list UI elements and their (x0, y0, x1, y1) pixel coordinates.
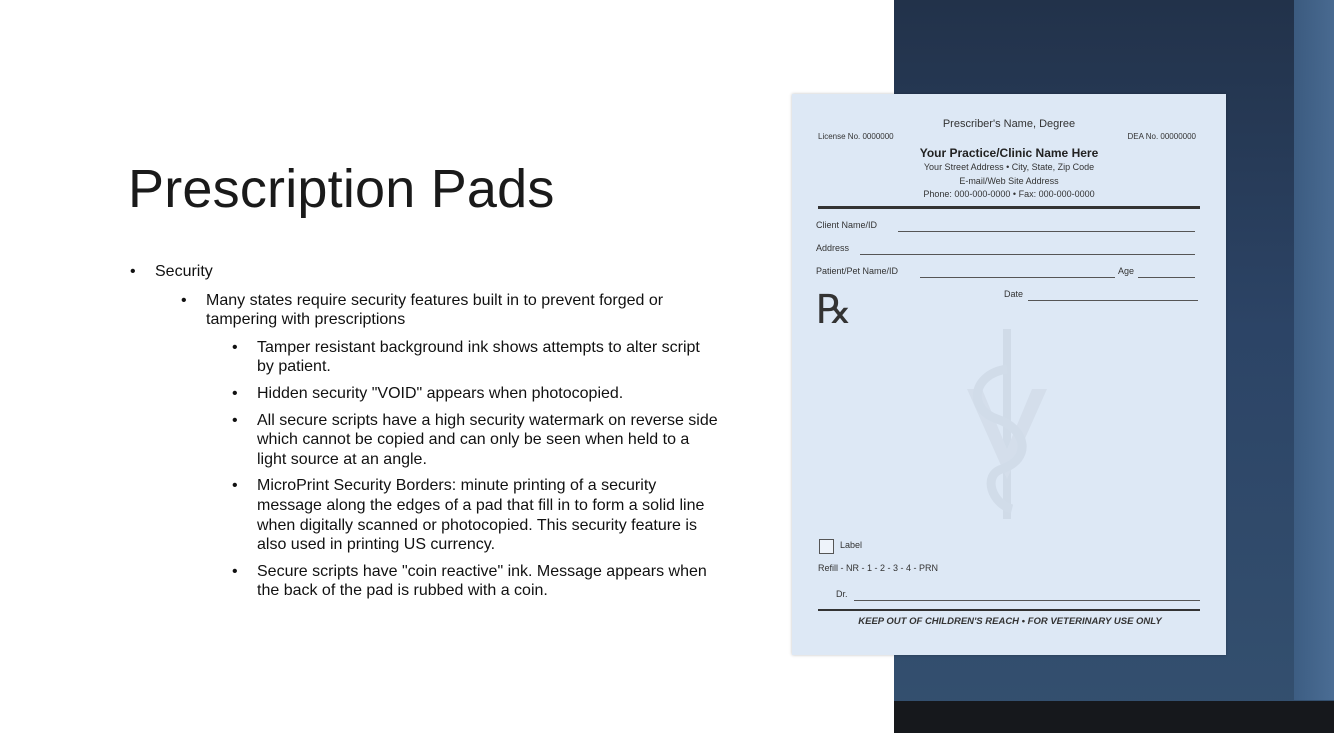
patient-line (920, 277, 1115, 278)
rx-icon: ℞ (816, 287, 852, 332)
bullet-item (232, 411, 718, 470)
address-label: Address (816, 243, 850, 253)
pad-footer-warning: KEEP OUT OF CHILDREN'S REACH • FOR VETERINARY USE ONLY (858, 616, 1162, 627)
bullet-dot: • (232, 338, 238, 356)
header-divider (818, 206, 1200, 209)
dr-line (854, 600, 1200, 601)
label-checkbox (819, 539, 834, 554)
date-line (1028, 300, 1198, 301)
practice-phone: Phone: 000-000-0000 • Fax: 000-000-0000 (923, 189, 1095, 199)
bullet-item (232, 562, 718, 601)
label-checkbox-label: Label (840, 540, 863, 550)
age-line (1138, 277, 1195, 278)
date-label: Date (1004, 289, 1024, 299)
bullet-text: Security (155, 263, 213, 280)
panel-floor (894, 701, 1334, 733)
bullet-text: Hidden security "VOID" appears when photocopied. (257, 384, 624, 402)
prescription-pad-image (792, 94, 1226, 655)
bullet-dot: • (130, 263, 136, 280)
dr-label: Dr. (836, 589, 848, 599)
bullet-list (128, 262, 718, 608)
bullet-dot: • (232, 411, 238, 429)
bullet-item (232, 476, 718, 554)
client-line (898, 231, 1195, 232)
practice-address: Your Street Address • City, State, Zip Code (923, 162, 1095, 172)
caduceus-watermark-icon (952, 329, 1062, 529)
bullet-dot: • (232, 384, 238, 402)
bullet-item (181, 291, 718, 330)
bullet-item (130, 262, 718, 282)
bullet-dot: • (232, 562, 238, 580)
bullet-item (232, 384, 718, 404)
slide-title: Prescription Pads (128, 159, 555, 219)
bullet-item (232, 338, 718, 377)
footer-divider (818, 609, 1200, 611)
bullet-text: Many states require security features built in to prevent forged or tampering with prescriptions (206, 291, 664, 329)
age-label: Age (1118, 266, 1135, 276)
prescriber-name: Prescriber's Name, Degree (942, 118, 1076, 130)
dea-number: DEA No. 00000000 (1127, 132, 1196, 141)
bullet-dot: • (181, 291, 187, 309)
panel-edge (1294, 0, 1334, 700)
practice-name: Your Practice/Clinic Name Here (919, 146, 1099, 160)
patient-label: Patient/Pet Name/ID (816, 266, 899, 276)
address-line (860, 254, 1195, 255)
bullet-text: MicroPrint Security Borders: minute printing of a security message along the edges of a pad that fill in to form a solid line when digitally scanned or photocopied. This security feature is also used in printing US currency. (257, 477, 705, 554)
bullet-dot: • (232, 477, 238, 495)
practice-email: E-mail/Web Site Address (959, 176, 1059, 186)
bullet-text: Tamper resistant background ink shows attempts to alter script by patient. (257, 338, 700, 376)
bullet-text: Secure scripts have "coin reactive" ink. Message appears when the back of the pad is rubbed with a coin. (257, 562, 707, 600)
license-number: License No. 0000000 (818, 132, 894, 141)
bullet-text: All secure scripts have a high security watermark on reverse side which cannot be copied and can only be seen when held to a light source at an angle. (257, 411, 718, 468)
refill-options: Refill - NR - 1 - 2 - 3 - 4 - PRN (818, 563, 939, 573)
client-label: Client Name/ID (816, 220, 878, 230)
